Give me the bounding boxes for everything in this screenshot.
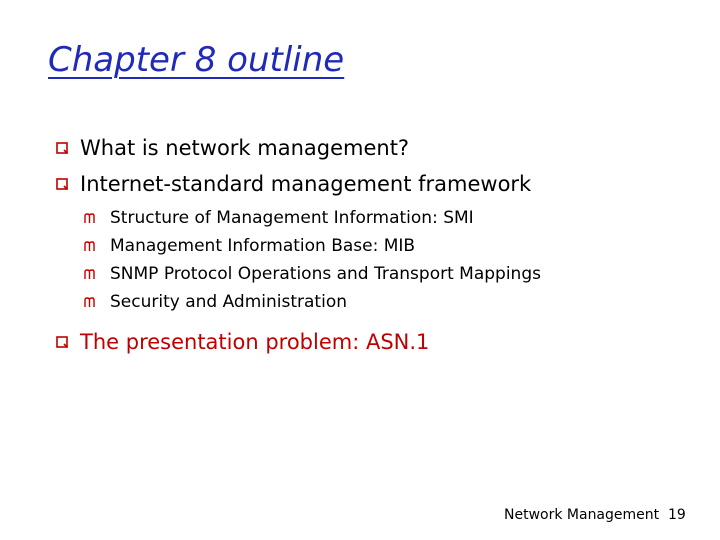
bullet-item xyxy=(56,324,696,360)
sub-bullet-text: SNMP Protocol Operations and Transport Mappings xyxy=(110,264,541,284)
sub-bullet-text: Management Information Base: MIB xyxy=(110,236,416,256)
sub-bullet-icon xyxy=(84,269,95,280)
sub-bullet-item xyxy=(84,288,696,316)
bullet-icon xyxy=(56,336,68,348)
bullet-icon xyxy=(56,178,68,190)
slide-title: Chapter 8 outline xyxy=(48,40,345,80)
sub-bullet-icon xyxy=(84,297,95,308)
bullet-text-highlighted: The presentation problem: ASN.1 xyxy=(80,330,430,354)
sub-bullet-text: Structure of Management Information: SMI xyxy=(110,208,474,228)
sub-bullet-item xyxy=(84,260,696,288)
bullet-list xyxy=(56,130,696,360)
bullet-item xyxy=(56,166,696,202)
sub-bullet-icon xyxy=(84,241,95,252)
sub-bullet-item xyxy=(84,232,696,260)
sub-bullet-item xyxy=(84,204,696,232)
sub-bullet-icon xyxy=(84,213,95,224)
footer-label: Network Management xyxy=(504,507,660,523)
page-number: 19 xyxy=(668,507,686,523)
bullet-item xyxy=(56,130,696,166)
bullet-icon xyxy=(56,142,68,154)
bullet-text: What is network management? xyxy=(80,136,410,160)
bullet-text: Internet-standard management framework xyxy=(80,172,532,196)
sub-bullet-list xyxy=(56,204,696,316)
sub-bullet-text: Security and Administration xyxy=(110,292,347,312)
